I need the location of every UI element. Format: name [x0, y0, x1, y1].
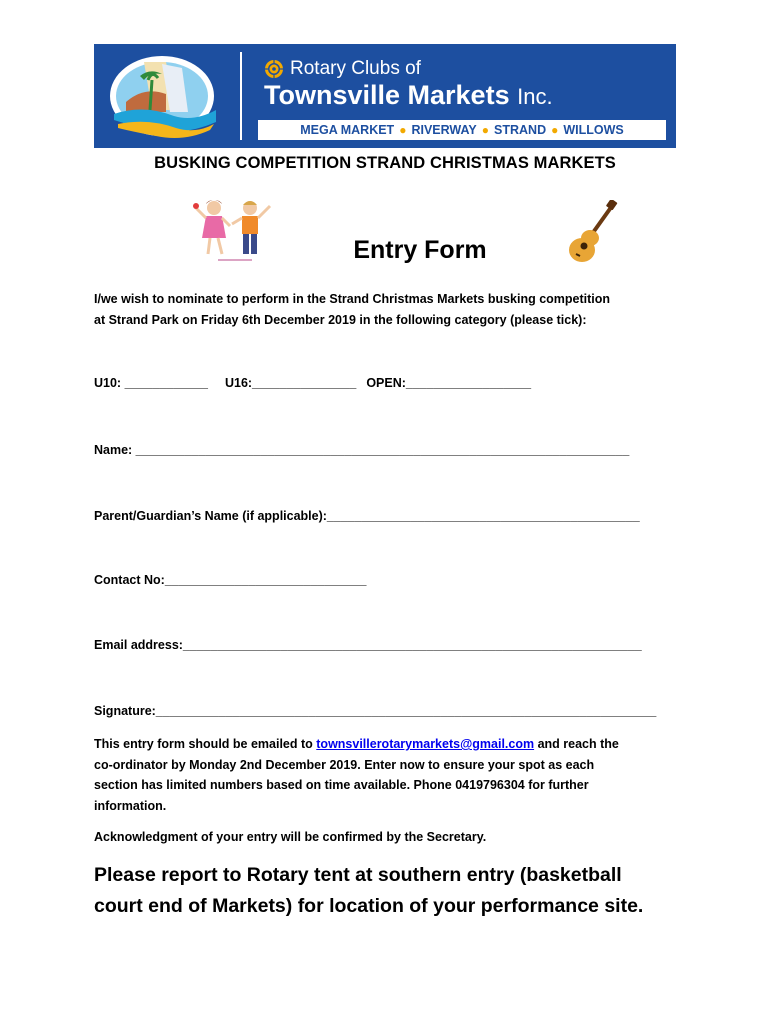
signature-field[interactable]: Signature:________________________________________________________________________ — [94, 704, 657, 718]
acknowledgment-text: Acknowledgment of your entry will be confirmed by the Secretary. — [94, 830, 487, 844]
category-row — [94, 376, 531, 390]
instructions-line-4: information. — [94, 798, 167, 813]
instructions-text-2: and reach the — [534, 737, 619, 751]
market-riverway: RIVERWAY — [411, 123, 477, 137]
instructions-text-1: This entry form should be emailed to — [94, 737, 317, 751]
bullet-dot-icon: ● — [399, 123, 407, 137]
rotary-clubs-text: Rotary Clubs of — [290, 58, 421, 79]
category-u16-field[interactable]: U16:_______________ — [224, 376, 357, 390]
instructions-paragraph — [94, 734, 694, 816]
email-link[interactable]: townsvillerotarymarkets@gmail.com — [316, 737, 535, 751]
report-line-1: Please report to Rotary tent at southern entry (basketball — [94, 864, 622, 886]
bullet-dot-icon: ● — [551, 123, 559, 137]
email-address-field[interactable]: Email address:__________________________________________________________________ — [94, 638, 642, 652]
instructions-line-3: section has limited numbers based on time available. Phone 0419796304 for further — [94, 778, 589, 792]
header-banner — [94, 44, 676, 148]
instructions-line-1 — [94, 734, 694, 755]
name-field[interactable]: Name: _______________________________________________________________________ — [94, 443, 630, 457]
markets-list — [258, 120, 666, 140]
category-u10-field[interactable]: U10: ____________ — [94, 376, 208, 390]
market-strand: STRAND — [494, 123, 547, 137]
title-suffix: Inc. — [517, 84, 553, 109]
banner-divider — [240, 52, 242, 140]
guardian-name-field[interactable]: Parent/Guardian’s Name (if applicable):_____________________________________________ — [94, 509, 640, 523]
intro-line-2: at Strand Park on Friday 6th December 2019 in the following category (please tick): — [94, 312, 587, 327]
report-line-2: court end of Markets) for location of your performance site. — [94, 895, 644, 917]
townsville-markets-title — [264, 80, 553, 111]
category-open-field[interactable]: OPEN:__________________ — [366, 376, 532, 390]
market-willows: WILLOWS — [563, 123, 624, 137]
report-notice — [94, 860, 714, 922]
market-mega: MEGA MARKET — [300, 123, 395, 137]
competition-title: BUSKING COMPETITION STRAND CHRISTMAS MARKETS — [154, 154, 616, 172]
intro-paragraph — [94, 289, 694, 330]
bullet-dot-icon: ● — [481, 123, 490, 137]
contact-number-field[interactable]: Contact No:_____________________________ — [94, 573, 367, 587]
title-main: Townsville Markets — [264, 80, 510, 110]
intro-line-1: I/we wish to nominate to perform in the Strand Christmas Markets busking competition — [94, 292, 611, 306]
rotary-wheel-icon — [264, 59, 284, 79]
rotary-row — [264, 56, 421, 82]
townsville-markets-logo — [104, 50, 230, 142]
entry-form-title: Entry Form — [353, 236, 487, 264]
instructions-line-2: co-ordinator by Monday 2nd December 2019. Enter now to ensure your spot as each — [94, 757, 595, 772]
